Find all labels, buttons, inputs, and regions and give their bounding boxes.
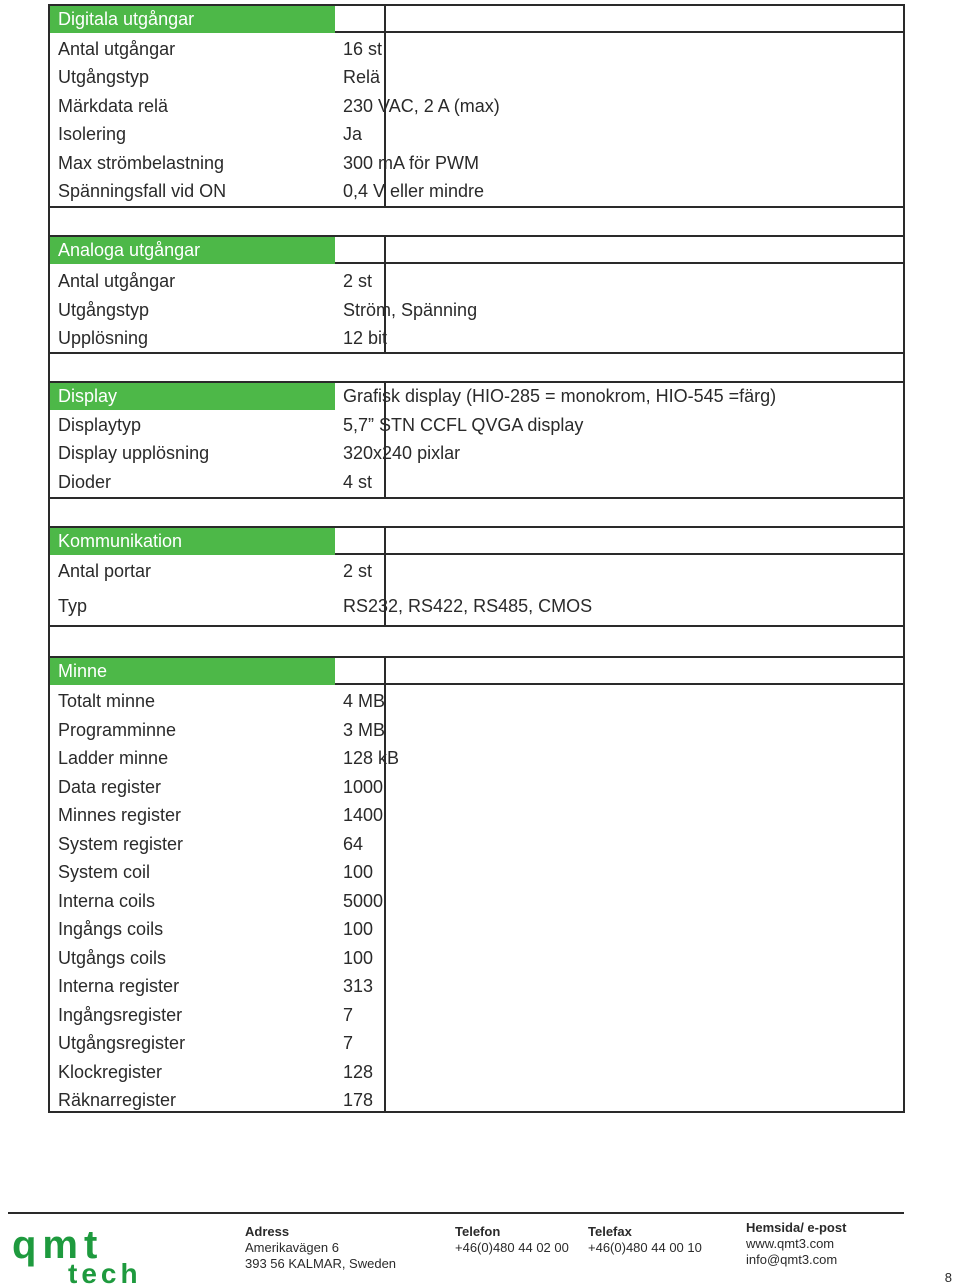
spec-value: 12 bit [343, 328, 388, 348]
spec-row [50, 177, 903, 205]
spec-label: Data register [58, 777, 162, 797]
spec-row [50, 382, 903, 410]
spec-row [50, 830, 903, 858]
spec-row [50, 1001, 903, 1029]
section-header-display: Display [50, 383, 335, 410]
logo-text-bottom: tech [68, 1258, 142, 1284]
spec-label: Räknarregister [58, 1090, 177, 1110]
spec-value: 1400 [343, 805, 384, 825]
spec-value: 100 [343, 862, 374, 882]
spec-row [50, 35, 903, 63]
spec-row [50, 687, 903, 715]
spec-row [50, 411, 903, 439]
spec-row [50, 267, 903, 295]
spec-row [50, 92, 903, 120]
spec-value: 1000 [343, 777, 384, 797]
spec-table [48, 4, 905, 1113]
spec-label: Totalt minne [58, 691, 156, 711]
spec-value: 128 [343, 1062, 374, 1082]
spec-row [50, 801, 903, 829]
spec-label: Interna register [58, 976, 180, 996]
spec-label: Utgångsregister [58, 1033, 186, 1053]
spec-value: Grafisk display (HIO-285 = monokrom, HIO-545 =färg) [343, 386, 777, 406]
spec-label: Minnes register [58, 805, 182, 825]
spec-label: Spänningsfall vid ON [58, 181, 227, 201]
spec-label: Typ [58, 596, 88, 616]
spec-value: 128 kB [343, 748, 400, 768]
spec-row [50, 120, 903, 148]
spec-label: Utgångs coils [58, 948, 167, 968]
section-gap [50, 499, 903, 526]
footer-text: +46(0)480 44 02 00 [455, 1240, 569, 1255]
spec-row [50, 296, 903, 324]
spec-value: 300 mA för PWM [343, 153, 480, 173]
spec-label: Displaytyp [58, 415, 142, 435]
spec-row [50, 773, 903, 801]
spec-value: 2 st [343, 561, 373, 581]
spec-row [50, 744, 903, 772]
spec-value: 5,7” STN CCFL QVGA display [343, 415, 584, 435]
spec-value: Ja [343, 124, 363, 144]
spec-value: 3 MB [343, 720, 386, 740]
spec-label: Upplösning [58, 328, 149, 348]
spec-row [50, 557, 903, 585]
spec-value: 230 VAC, 2 A (max) [343, 96, 500, 116]
spec-label: Antal portar [58, 561, 152, 581]
section-gap [50, 627, 903, 656]
footer-web [746, 1220, 846, 1268]
spec-value: 0,4 V eller mindre [343, 181, 485, 201]
section-header-memory: Minne [50, 658, 335, 685]
qmt-tech-logo [8, 1226, 218, 1284]
spec-row [50, 1029, 903, 1057]
footer-text: +46(0)480 44 00 10 [588, 1240, 702, 1255]
spec-row [50, 972, 903, 1000]
footer-rule [8, 1212, 904, 1214]
spec-value: RS232, RS422, RS485, CMOS [343, 596, 593, 616]
section-header-communication: Kommunikation [50, 528, 335, 555]
spec-label: Utgångstyp [58, 300, 150, 320]
spec-value: Relä [343, 67, 381, 87]
spec-label: Ladder minne [58, 748, 169, 768]
spec-label: Display upplösning [58, 443, 210, 463]
spec-label: Märkdata relä [58, 96, 169, 116]
spec-row [50, 468, 903, 496]
header-right-cell [335, 658, 903, 685]
spec-row [50, 858, 903, 886]
footer-text: 393 56 KALMAR, Sweden [245, 1256, 397, 1271]
spec-value: 100 [343, 919, 374, 939]
spec-row [50, 1086, 903, 1114]
page-footer [0, 1210, 960, 1285]
spec-label: Interna coils [58, 891, 156, 911]
spec-value: 178 [343, 1090, 374, 1110]
spec-label: Programminne [58, 720, 177, 740]
footer-phone [455, 1224, 569, 1256]
spec-label: Utgångstyp [58, 67, 150, 87]
spec-row [50, 592, 903, 620]
spec-row [50, 915, 903, 943]
spec-row [50, 149, 903, 177]
footer-fax [588, 1224, 702, 1256]
footer-address [245, 1224, 396, 1272]
spec-label: System coil [58, 862, 151, 882]
spec-value: 16 st [343, 39, 383, 59]
spec-value: 100 [343, 948, 374, 968]
footer-heading: Adress [245, 1224, 290, 1239]
spec-row [50, 944, 903, 972]
spec-value: 313 [343, 976, 374, 996]
email-link[interactable]: info@qmt3.com [746, 1252, 838, 1267]
spec-label: Antal utgångar [58, 39, 176, 59]
spec-value: Ström, Spänning [343, 300, 478, 320]
spec-value: 4 st [343, 472, 373, 492]
spec-row [50, 1058, 903, 1086]
footer-heading: Telefax [588, 1224, 632, 1239]
footer-text: Amerikavägen 6 [245, 1240, 339, 1255]
footer-heading: Telefon [455, 1224, 501, 1239]
page-number: 8 [944, 1270, 952, 1285]
header-right-cell [335, 6, 903, 33]
spec-label: Ingångs coils [58, 919, 164, 939]
spec-row [50, 887, 903, 915]
section-gap [50, 354, 903, 381]
spec-value: 2 st [343, 271, 373, 291]
website-link[interactable]: www.qmt3.com [746, 1236, 835, 1251]
spec-label: Dioder [58, 472, 112, 492]
spec-row [50, 439, 903, 467]
spec-label: Max strömbelastning [58, 153, 225, 173]
logo-text-top: qmt [12, 1226, 104, 1267]
spec-row [50, 716, 903, 744]
spec-value: 64 [343, 834, 364, 854]
spec-label: Klockregister [58, 1062, 163, 1082]
spec-value: 4 MB [343, 691, 386, 711]
spec-label: System register [58, 834, 184, 854]
spec-label: Antal utgångar [58, 271, 176, 291]
spec-label: Ingångsregister [58, 1005, 183, 1025]
section-header-digital-outputs: Digitala utgångar [50, 6, 335, 33]
spec-value: 5000 [343, 891, 384, 911]
section-gap [50, 208, 903, 235]
footer-heading: Hemsida/ e-post [746, 1220, 847, 1235]
spec-value: 320x240 pixlar [343, 443, 461, 463]
header-right-cell [335, 237, 903, 264]
spec-row [50, 324, 903, 352]
header-right-cell [335, 528, 903, 555]
spec-row [50, 63, 903, 91]
spec-value: 7 [343, 1005, 354, 1025]
spec-label: Isolering [58, 124, 127, 144]
section-header-analog-outputs: Analoga utgångar [50, 237, 335, 264]
spec-value: 7 [343, 1033, 354, 1053]
